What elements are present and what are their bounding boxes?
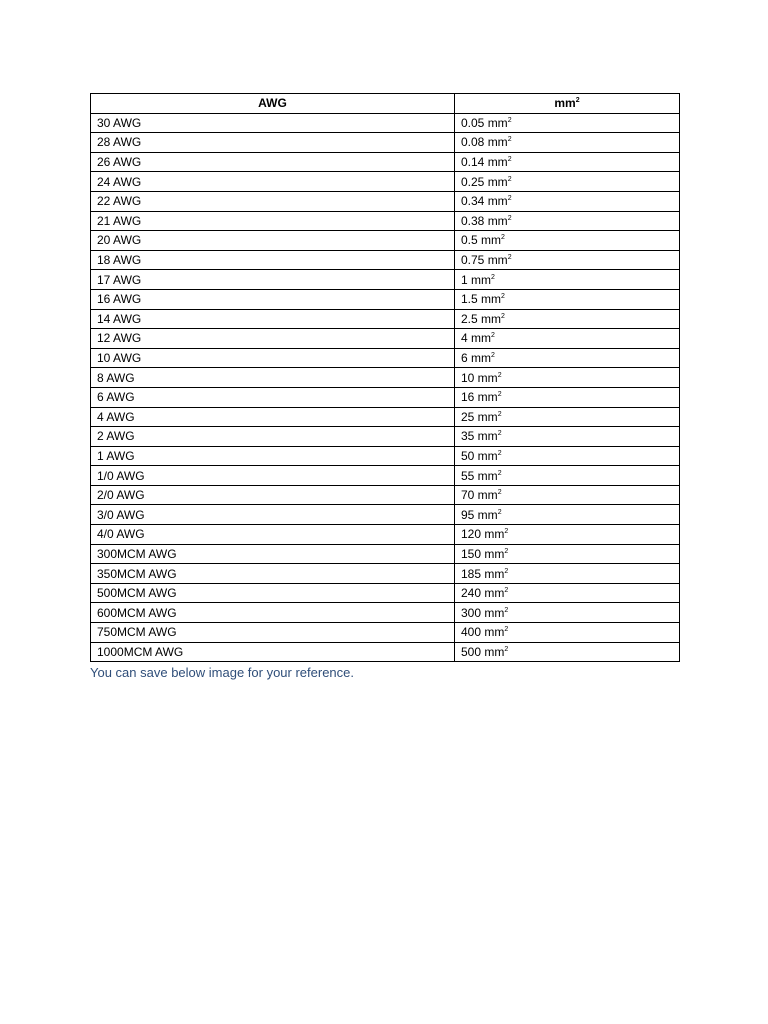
awg-cell: 300MCM AWG	[91, 544, 455, 564]
mm2-superscript: 2	[507, 195, 512, 203]
table-row	[91, 329, 680, 349]
mm2-value: 0.5 mm	[461, 233, 502, 248]
mm2-value: 400 mm	[461, 625, 505, 640]
table-row	[91, 446, 680, 466]
mm2-value: 300 mm	[461, 605, 505, 620]
table-row	[91, 231, 680, 251]
awg-cell: 6 AWG	[91, 387, 455, 407]
mm2-superscript: 2	[497, 508, 502, 516]
mm2-cell	[455, 270, 680, 290]
mm2-superscript: 2	[504, 547, 509, 555]
mm2-superscript: 2	[504, 528, 509, 536]
header-mm2-unit: mm	[554, 96, 576, 111]
table-row	[91, 270, 680, 290]
awg-cell: 500MCM AWG	[91, 583, 455, 603]
mm2-cell	[455, 642, 680, 662]
mm2-superscript: 2	[497, 489, 502, 497]
mm2-value: 240 mm	[461, 586, 505, 601]
awg-cell: 1000MCM AWG	[91, 642, 455, 662]
awg-cell: 350MCM AWG	[91, 564, 455, 584]
table-row	[91, 564, 680, 584]
table-row	[91, 387, 680, 407]
table-row	[91, 603, 680, 623]
mm2-value: 55 mm	[461, 468, 498, 483]
mm2-value: 0.05 mm	[461, 115, 508, 130]
mm2-cell	[455, 250, 680, 270]
table-row	[91, 407, 680, 427]
mm2-cell	[455, 485, 680, 505]
table-row	[91, 289, 680, 309]
mm2-cell	[455, 407, 680, 427]
awg-cell: 1/0 AWG	[91, 466, 455, 486]
awg-cell: 17 AWG	[91, 270, 455, 290]
awg-cell: 21 AWG	[91, 211, 455, 231]
awg-cell: 750MCM AWG	[91, 623, 455, 643]
awg-cell: 28 AWG	[91, 133, 455, 153]
awg-cell: 2 AWG	[91, 427, 455, 447]
awg-cell: 8 AWG	[91, 368, 455, 388]
reference-note: You can save below image for your reference.	[90, 665, 355, 680]
mm2-superscript: 2	[497, 449, 502, 457]
mm2-value: 6 mm	[461, 351, 491, 366]
mm2-value: 70 mm	[461, 488, 498, 503]
table-row	[91, 583, 680, 603]
table-row	[91, 172, 680, 192]
awg-cell: 18 AWG	[91, 250, 455, 270]
mm2-value: 150 mm	[461, 546, 505, 561]
awg-cell: 2/0 AWG	[91, 485, 455, 505]
mm2-cell	[455, 544, 680, 564]
awg-conversion-table	[90, 93, 680, 662]
table-row	[91, 368, 680, 388]
mm2-superscript: 2	[491, 352, 495, 360]
mm2-value: 0.38 mm	[461, 213, 508, 228]
mm2-value: 35 mm	[461, 429, 498, 444]
mm2-value: 50 mm	[461, 448, 498, 463]
mm2-superscript: 2	[504, 587, 509, 595]
mm2-cell	[455, 564, 680, 584]
header-mm2	[455, 94, 680, 114]
table-row	[91, 642, 680, 662]
mm2-cell	[455, 309, 680, 329]
mm2-superscript: 2	[507, 116, 512, 124]
mm2-superscript: 2	[497, 391, 502, 399]
mm2-value: 0.25 mm	[461, 174, 508, 189]
mm2-cell	[455, 329, 680, 349]
mm2-value: 0.34 mm	[461, 194, 508, 209]
mm2-superscript: 2	[507, 254, 512, 262]
mm2-cell	[455, 191, 680, 211]
mm2-superscript: 2	[491, 273, 495, 281]
mm2-cell	[455, 525, 680, 545]
mm2-superscript: 2	[501, 234, 505, 242]
mm2-value: 25 mm	[461, 409, 498, 424]
mm2-value: 500 mm	[461, 644, 505, 659]
mm2-cell	[455, 289, 680, 309]
mm2-value: 185 mm	[461, 566, 505, 581]
mm2-superscript: 2	[497, 371, 502, 379]
mm2-cell	[455, 505, 680, 525]
table-row	[91, 211, 680, 231]
awg-cell: 16 AWG	[91, 289, 455, 309]
awg-cell: 22 AWG	[91, 191, 455, 211]
awg-cell: 4/0 AWG	[91, 525, 455, 545]
table-row	[91, 525, 680, 545]
header-mm2-superscript: 2	[575, 97, 580, 105]
mm2-value: 0.14 mm	[461, 155, 508, 170]
mm2-value: 16 mm	[461, 390, 498, 405]
mm2-superscript: 2	[504, 645, 509, 653]
awg-cell: 600MCM AWG	[91, 603, 455, 623]
table-header-row	[91, 94, 680, 114]
mm2-cell	[455, 113, 680, 133]
awg-cell: 3/0 AWG	[91, 505, 455, 525]
awg-cell: 4 AWG	[91, 407, 455, 427]
mm2-value: 1 mm	[461, 272, 491, 287]
mm2-superscript: 2	[501, 312, 505, 320]
table-row	[91, 485, 680, 505]
mm2-cell	[455, 603, 680, 623]
mm2-value: 95 mm	[461, 507, 498, 522]
mm2-value: 4 mm	[461, 331, 491, 346]
mm2-superscript: 2	[501, 293, 505, 301]
mm2-value: 0.08 mm	[461, 135, 508, 150]
header-awg: AWG	[91, 94, 455, 114]
mm2-cell	[455, 368, 680, 388]
table-row	[91, 133, 680, 153]
table-row	[91, 505, 680, 525]
mm2-superscript: 2	[497, 410, 502, 418]
mm2-superscript: 2	[504, 626, 509, 634]
mm2-value: 120 mm	[461, 527, 505, 542]
mm2-cell	[455, 133, 680, 153]
table-row	[91, 544, 680, 564]
mm2-superscript: 2	[507, 175, 512, 183]
table-row	[91, 250, 680, 270]
mm2-value: 1.5 mm	[461, 292, 502, 307]
awg-cell: 1 AWG	[91, 446, 455, 466]
mm2-superscript: 2	[497, 469, 502, 477]
awg-cell: 14 AWG	[91, 309, 455, 329]
mm2-cell	[455, 583, 680, 603]
mm2-superscript: 2	[507, 156, 512, 164]
mm2-cell	[455, 211, 680, 231]
table-row	[91, 623, 680, 643]
mm2-cell	[455, 387, 680, 407]
mm2-cell	[455, 623, 680, 643]
mm2-superscript: 2	[507, 136, 512, 144]
mm2-value: 10 mm	[461, 370, 498, 385]
mm2-value: 2.5 mm	[461, 311, 502, 326]
table-row	[91, 152, 680, 172]
mm2-superscript: 2	[491, 332, 495, 340]
table-row	[91, 191, 680, 211]
mm2-superscript: 2	[504, 606, 509, 614]
mm2-cell	[455, 466, 680, 486]
table-row	[91, 427, 680, 447]
awg-cell: 20 AWG	[91, 231, 455, 251]
mm2-cell	[455, 231, 680, 251]
mm2-superscript: 2	[507, 214, 512, 222]
awg-cell: 24 AWG	[91, 172, 455, 192]
awg-cell: 10 AWG	[91, 348, 455, 368]
table-row	[91, 309, 680, 329]
mm2-cell	[455, 348, 680, 368]
mm2-cell	[455, 427, 680, 447]
mm2-superscript: 2	[504, 567, 509, 575]
mm2-superscript: 2	[497, 430, 502, 438]
mm2-cell	[455, 172, 680, 192]
awg-cell: 12 AWG	[91, 329, 455, 349]
mm2-cell	[455, 446, 680, 466]
awg-cell: 30 AWG	[91, 113, 455, 133]
mm2-value: 0.75 mm	[461, 253, 508, 268]
table-row	[91, 466, 680, 486]
table-row	[91, 348, 680, 368]
awg-cell: 26 AWG	[91, 152, 455, 172]
table-row	[91, 113, 680, 133]
mm2-cell	[455, 152, 680, 172]
table-body	[91, 113, 680, 662]
